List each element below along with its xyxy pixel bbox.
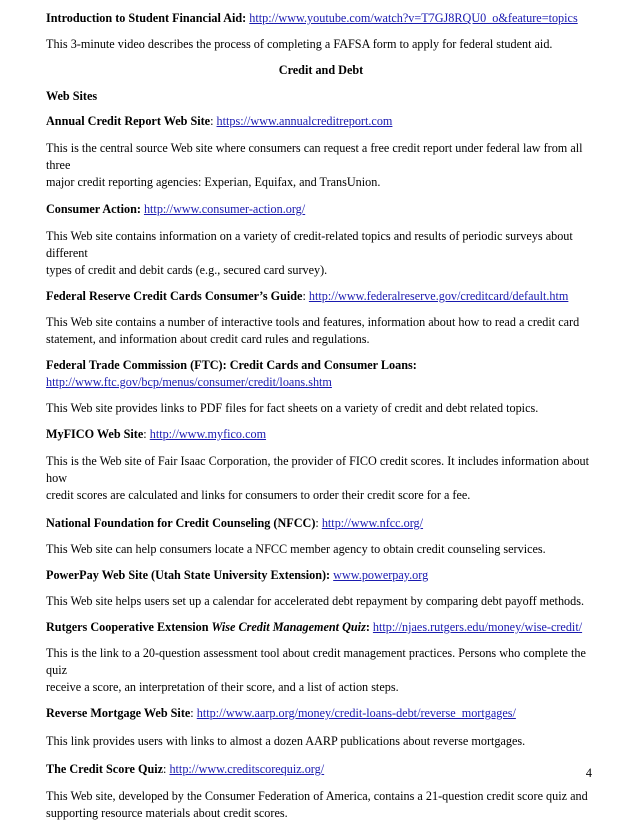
entry-description [46,593,596,610]
entry-title: The Credit Score Quiz [46,762,164,776]
entry-line: This Web site contains a number of interactive tools and features, information about how to read a credit card [46,315,580,329]
entry-title: Federal Trade Commission (FTC): Credit Cards and Consumer Loans: [46,358,417,372]
entry-link[interactable]: http://www.federalreserve.gov/creditcard/default.htm [308,289,569,303]
entry-link[interactable]: https://www.annualcreditreport.com [216,114,393,128]
entry-line: This Web site helps users set up a calendar for accelerated debt repayment by comparing debt payoff methods. [46,594,585,608]
entry-description [46,541,596,558]
entry-title: National Foundation for Credit Counseling (NFCC) [46,516,316,530]
entry-line: supporting resource materials about credit scores. [46,806,288,820]
entry-heading [46,201,596,218]
entry-heading [46,567,596,584]
entry-line: This Web site provides links to PDF files for fact sheets on a variety of credit and debt related topics. [46,401,539,415]
entry-line: This is the central source Web site where consumers can request a free credit report under federal law from all three [46,141,583,172]
entry-description [46,140,596,191]
entry-heading [46,113,596,130]
entry-line: This is the link to a 20-question assessment tool about credit management practices. Persons who complete the quiz [46,646,586,677]
entry-line: This Web site, developed by the Consumer Federation of America, contains a 21-question credit score quiz and [46,789,588,803]
entry-line: statement, and information about credit card rules and regulations. [46,332,370,346]
entry-heading [46,288,596,305]
entry-separator: : [315,516,322,530]
entry-description [46,645,596,696]
entry-title: PowerPay Web Site (Utah State University Extension): [46,568,331,582]
page-number: 4 [585,766,592,780]
entry-line: types of credit and debit cards (e.g., secured card survey). [46,263,328,277]
entry-description [46,314,596,348]
entry-heading [46,426,596,443]
entry-description [46,400,596,417]
entry-link[interactable]: http://www.consumer-action.org/ [143,202,306,216]
entry-line: major credit reporting agencies: Experian, Equifax, and TransUnion. [46,175,381,189]
entry-line: This link provides users with links to almost a dozen AARP publications about reverse mortgages. [46,734,526,748]
entry-title: Consumer Action: [46,202,141,216]
entry-link[interactable]: http://www.nfcc.org/ [321,516,424,530]
entry-link[interactable]: http://www.ftc.gov/bcp/menus/consumer/credit/loans.shtm [46,375,332,389]
entry-heading [46,761,596,778]
entry-link[interactable]: http://njaes.rutgers.edu/money/wise-credit/ [372,620,583,634]
entry-separator: : [365,620,373,634]
entry-heading [46,515,596,532]
entry-heading [46,705,596,722]
entry-title: Federal Reserve Credit Cards Consumer’s Guide [46,289,303,303]
intro-description: This 3-minute video describes the process of completing a FAFSA form to apply for federal student aid. [46,37,553,51]
entry-description [46,228,596,279]
intro-heading [46,10,596,27]
entry-separator: : [190,706,197,720]
entry-link[interactable]: http://www.aarp.org/money/credit-loans-debt/reverse_mortgages/ [196,706,516,720]
entry-description [46,453,596,504]
entry-line: This is the Web site of Fair Isaac Corporation, the provider of FICO credit scores. It includes information about how [46,454,590,485]
entry-line: credit scores are calculated and links for consumers to order their credit score for a fee. [46,488,471,502]
entry-title: MyFICO Web Site [46,427,144,441]
entry-separator: : [302,289,309,303]
entry-description [46,733,596,750]
entry-heading [46,619,596,636]
entry-title-italic: Wise Credit Management Quiz [211,620,366,634]
entry-heading [46,357,596,391]
entry-title: Rutgers Cooperative Extension [46,620,212,634]
entry-title: Reverse Mortgage Web Site [46,706,191,720]
entry-description [46,788,596,822]
entry-line: This Web site contains information on a variety of credit-related topics and results of periodic surveys about different [46,229,573,260]
entry-separator: : [163,762,170,776]
intro-title: Introduction to Student Financial Aid: [46,11,247,25]
entry-link[interactable]: www.powerpay.org [333,568,429,582]
entry-title: Annual Credit Report Web Site [46,114,211,128]
intro-link[interactable]: http://www.youtube.com/watch?v=T7GJ8RQU0_o&feature=topics [249,11,578,25]
subheading: Web Sites [46,89,98,103]
entry-link[interactable]: http://www.myfico.com [149,427,267,441]
entry-link[interactable]: http://www.creditscorequiz.org/ [169,762,325,776]
entry-line: This Web site can help consumers locate a NFCC member agency to obtain credit counseling services. [46,542,546,556]
entry-separator: : [210,114,217,128]
document-page [46,10,596,822]
entry-separator: : [143,427,150,441]
section-heading: Credit and Debt [278,63,364,77]
entry-line: receive a score, an interpretation of their score, and a list of action steps. [46,680,399,694]
